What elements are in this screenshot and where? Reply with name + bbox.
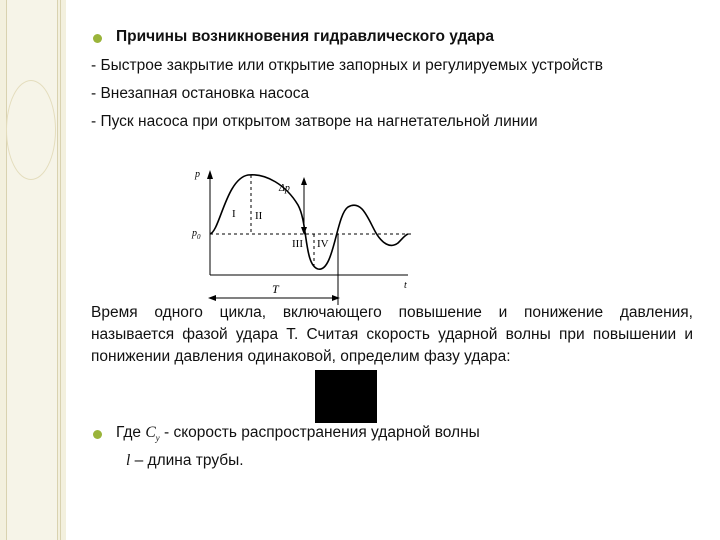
wave-speed-definition: Где $C_y$ - скорость распространения ударной волны — [116, 424, 480, 444]
dp-arrow-head-top — [301, 177, 307, 185]
t-dim-arrow-left — [208, 295, 216, 301]
dp-label: Δp — [279, 183, 290, 194]
pressure-curve — [210, 175, 408, 269]
heading: Причины возникновения гидравлического удара — [116, 28, 495, 45]
phase-I-label: I — [232, 208, 236, 220]
T-label: T — [272, 282, 279, 296]
phase-III-label: III — [292, 238, 303, 250]
phase-paragraph: Время одного цикла, включающего повышение и понижение давления, называется фазой удара T. Считая скорость ударной волны при повышении и понижении давления одинаковой, определим фазу удара: — [91, 304, 693, 365]
p0-label: $p_0$ — [192, 228, 201, 241]
cause-item-3: - Пуск насоса при открытом затворе на нагнетательной линии — [91, 113, 538, 130]
t-dim-arrow-right — [332, 295, 340, 301]
p-label: p — [195, 169, 200, 180]
pressure-diagram — [186, 165, 426, 305]
phase-IV-label: IV — [317, 238, 329, 250]
cause-item-2: - Внезапная остановка насоса — [91, 85, 310, 102]
phase-II-label: II — [255, 210, 263, 222]
p-axis-arrow — [207, 170, 213, 179]
sidebar-ornament — [6, 80, 56, 180]
bullet-icon — [93, 34, 102, 43]
t-label: t — [404, 280, 407, 291]
decorative-sidebar — [0, 0, 66, 540]
bullet-icon — [93, 430, 102, 439]
formula-image — [315, 370, 377, 423]
pipe-length-definition: l – длина трубы. — [126, 452, 244, 469]
cause-item-1: - Быстрое закрытие или открытие запорных и регулируемых устройств — [91, 57, 604, 74]
sidebar-divider — [60, 0, 61, 540]
